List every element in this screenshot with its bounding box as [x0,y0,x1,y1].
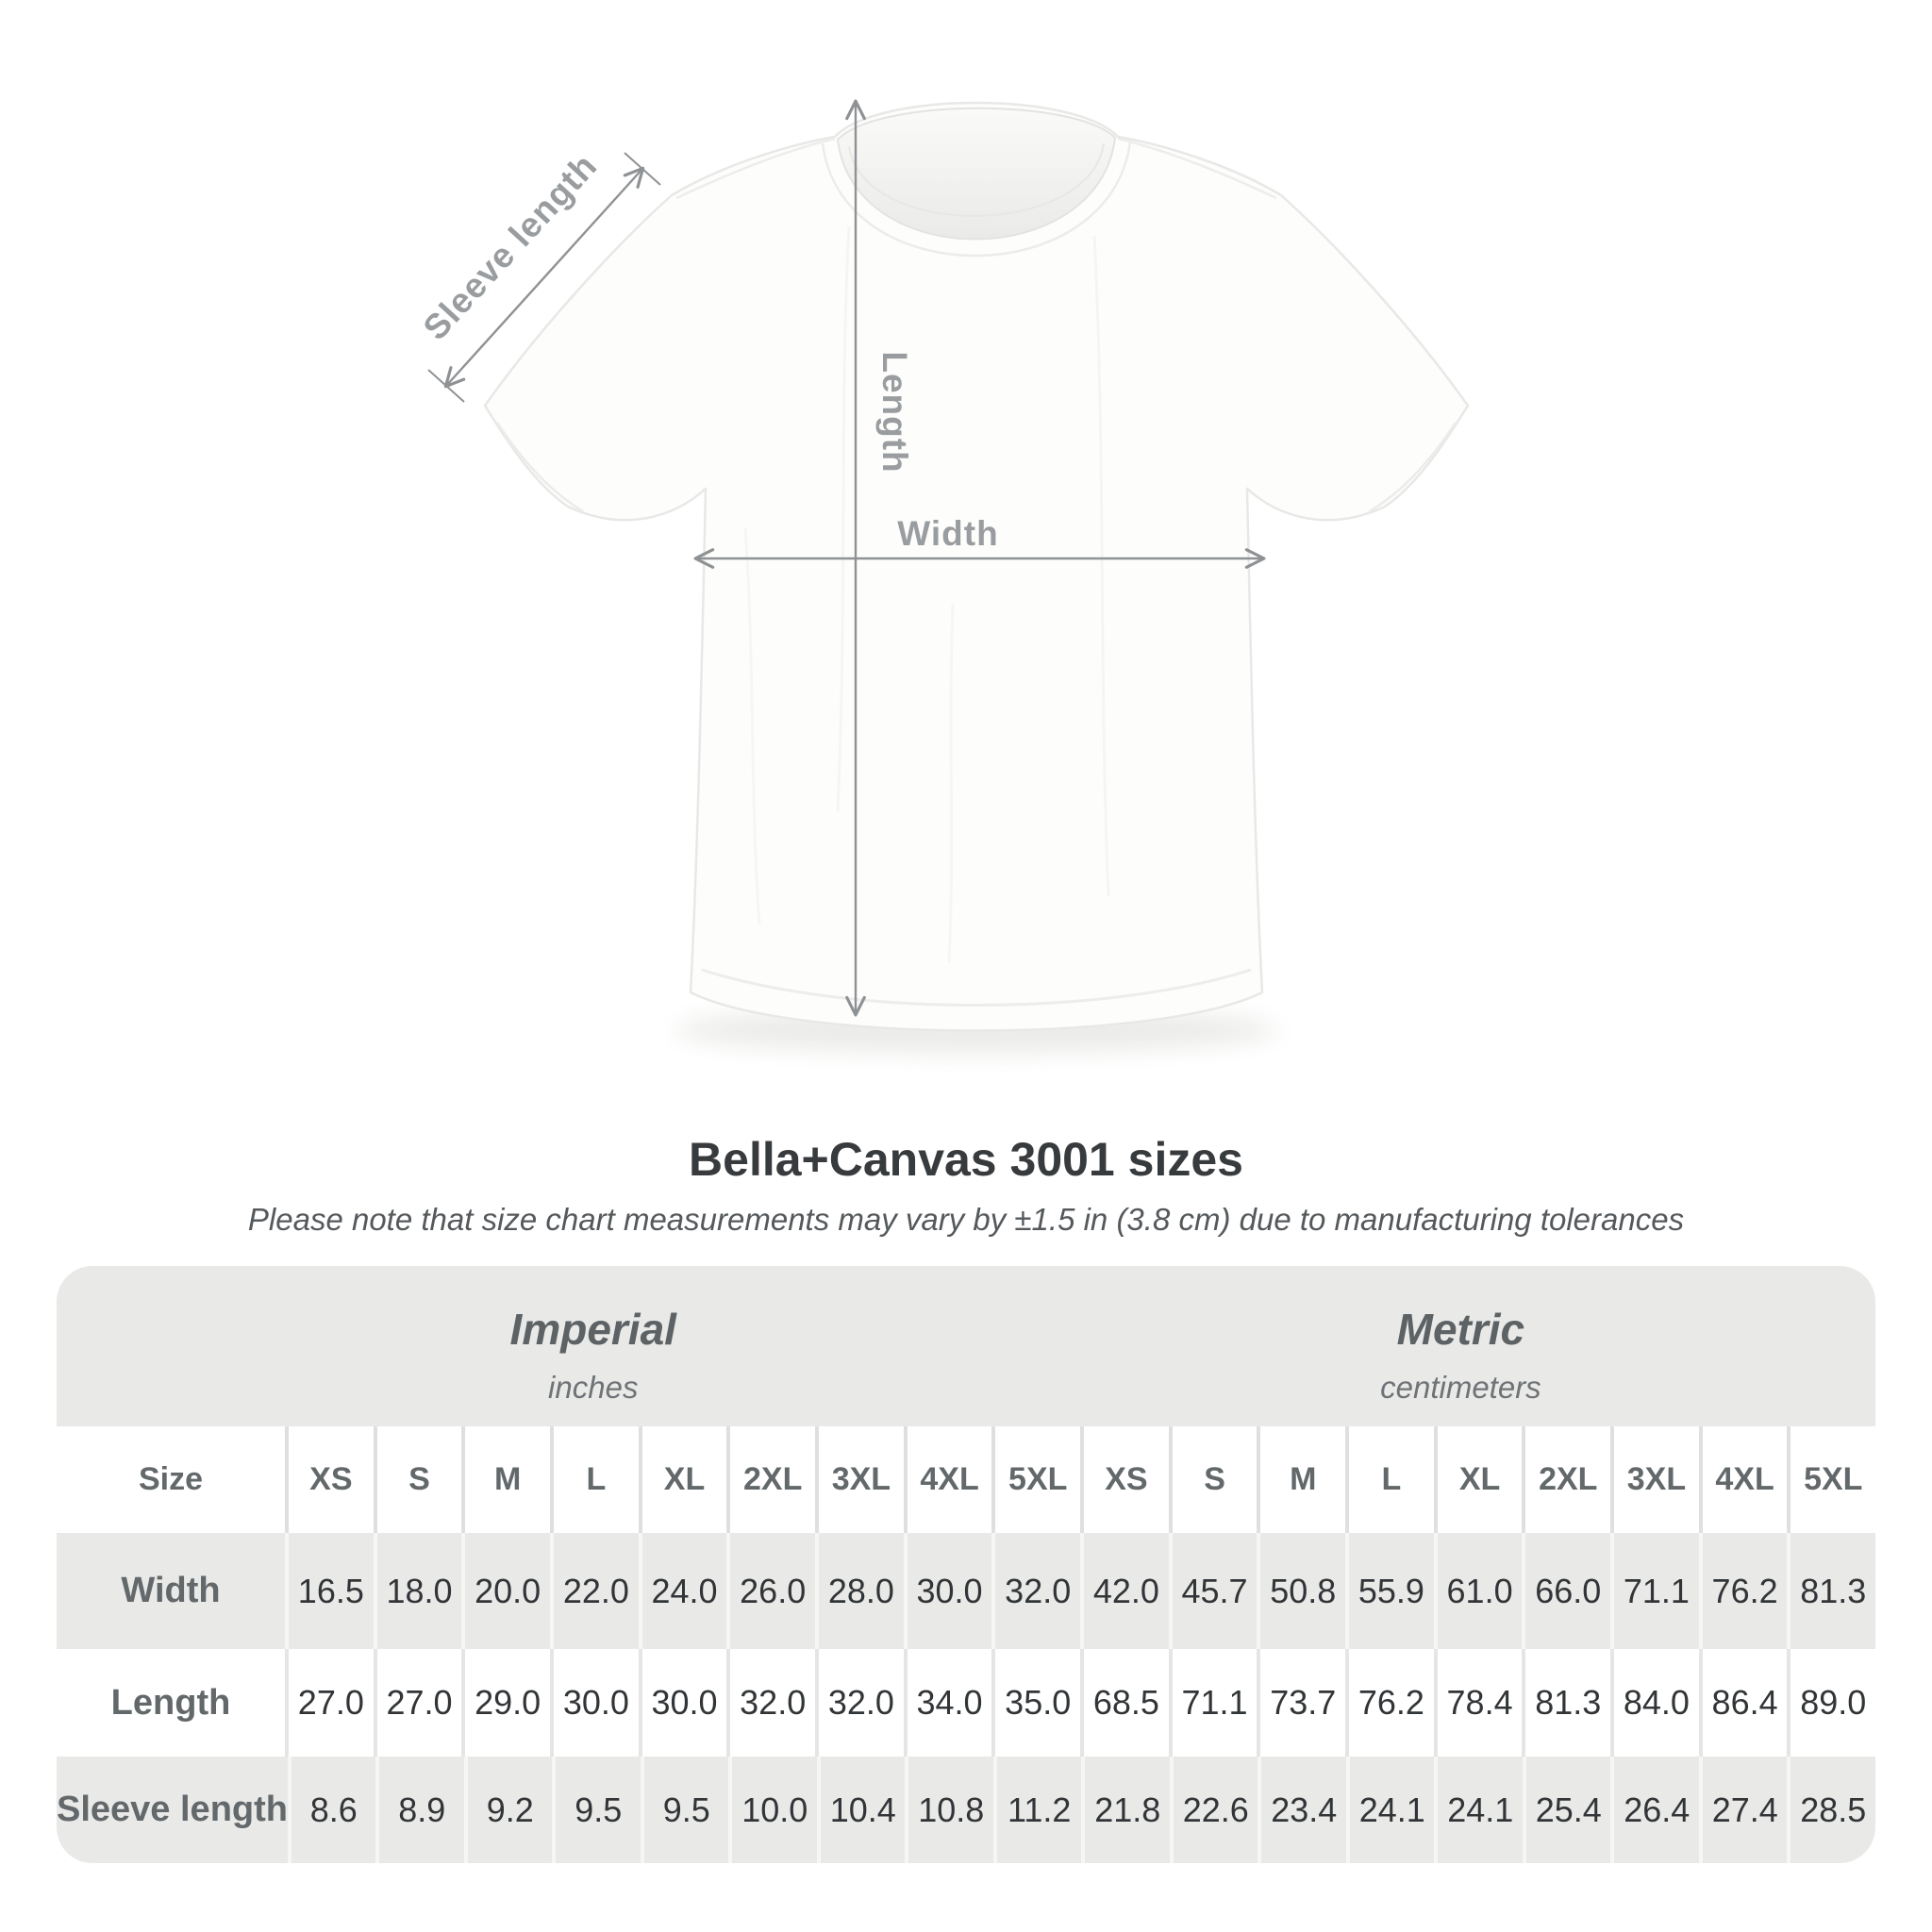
tshirt-illustration [485,103,1468,1031]
value-cell: 8.6 [288,1757,376,1863]
value-cell: 84.0 [1610,1649,1699,1757]
size-header-cell: 5XL [1787,1426,1875,1533]
imperial-header [510,1266,676,1406]
value-cell: 18.0 [374,1533,462,1649]
imperial-title: Imperial [509,1305,676,1354]
sleeve-length-row [57,1757,1875,1863]
value-cell: 86.4 [1699,1649,1788,1757]
size-header-cell: L [550,1426,639,1533]
value-cell: 16.5 [285,1533,374,1649]
value-cell: 55.9 [1345,1533,1434,1649]
value-cell: 76.2 [1699,1533,1788,1649]
size-header-cell: 4XL [1699,1426,1788,1533]
value-cell: 10.4 [817,1757,906,1863]
value-cell: 20.0 [461,1533,550,1649]
row-label: Length [110,1682,231,1723]
size-header-cell: 2XL [726,1426,815,1533]
size-header-cell: 3XL [1610,1426,1699,1533]
page-title: Bella+Canvas 3001 sizes [689,1133,1243,1186]
value-cell: 32.0 [991,1533,1080,1649]
metric-title: Metric [1396,1305,1525,1354]
sleeve-length-label: Sleeve length [415,145,605,348]
size-header-cell: M [461,1426,550,1533]
row-label: Width [121,1571,221,1610]
value-cell: 81.3 [1787,1533,1875,1649]
imperial-unit: inches [548,1370,639,1405]
sleeve-arrow-end-tick [625,153,660,185]
value-cell: 29.0 [461,1649,550,1757]
value-cell: 22.0 [550,1533,639,1649]
tolerance-note: Please note that size chart measurements may vary by ±1.5 in (3.8 cm) due to manufacturing tolerances [247,1202,1685,1237]
value-cell: 26.0 [726,1533,815,1649]
size-header-row [57,1426,1875,1533]
size-header-cell: XS [285,1426,374,1533]
value-cell: 10.0 [728,1757,817,1863]
value-cell: 61.0 [1434,1533,1523,1649]
value-cell: 22.6 [1170,1757,1258,1863]
value-cell: 81.3 [1522,1649,1610,1757]
value-cell: 35.0 [991,1649,1080,1757]
value-cell: 30.0 [904,1533,992,1649]
value-cell: 32.0 [815,1649,904,1757]
value-cell: 71.1 [1169,1649,1257,1757]
size-header-cell: S [1169,1426,1257,1533]
value-cell: 30.0 [639,1649,727,1757]
width-label: Width [897,514,999,553]
size-header-cell: XL [1434,1426,1523,1533]
size-header-cell: 2XL [1522,1426,1610,1533]
value-cell: 78.4 [1434,1649,1523,1757]
value-cell: 8.9 [375,1757,464,1863]
sleeve-arrow-end-tick [428,370,464,402]
value-cell: 76.2 [1345,1649,1434,1757]
size-header-cell: 5XL [991,1426,1080,1533]
value-cell: 9.5 [641,1757,729,1863]
size-header-cell: S [374,1426,462,1533]
size-header-cell: 4XL [904,1426,992,1533]
row-label: Sleeve length [57,1790,288,1829]
metric-header [1380,1266,1541,1406]
value-cell: 27.4 [1699,1757,1788,1863]
value-cell: 24.0 [639,1533,727,1649]
length-row [57,1649,1875,1757]
value-cell: 27.0 [285,1649,374,1757]
value-cell: 89.0 [1787,1649,1875,1757]
value-cell: 28.0 [815,1533,904,1649]
value-cell: 9.2 [464,1757,553,1863]
value-cell: 30.0 [550,1649,639,1757]
length-label: Length [875,351,914,474]
value-cell: 24.1 [1346,1757,1435,1863]
value-cell: 24.1 [1434,1757,1523,1863]
value-cell: 21.8 [1081,1757,1170,1863]
value-cell: 32.0 [726,1649,815,1757]
value-cell: 25.4 [1523,1757,1611,1863]
value-cell: 45.7 [1169,1533,1257,1649]
value-cell: 9.5 [552,1757,641,1863]
value-cell: 27.0 [374,1649,462,1757]
value-cell: 68.5 [1080,1649,1169,1757]
value-cell: 71.1 [1610,1533,1699,1649]
unit-header-band [57,1266,1875,1426]
size-header-cell: L [1345,1426,1434,1533]
value-cell: 23.4 [1257,1757,1346,1863]
metric-unit: centimeters [1380,1370,1541,1405]
value-cell: 34.0 [904,1649,992,1757]
size-header-cell: 3XL [815,1426,904,1533]
value-cell: 11.2 [993,1757,1082,1863]
value-cell: 73.7 [1257,1649,1345,1757]
width-row [57,1533,1875,1649]
size-table [57,1266,1875,1863]
size-header-cell: XS [1080,1426,1169,1533]
value-cell: 50.8 [1257,1533,1345,1649]
value-cell: 42.0 [1080,1533,1169,1649]
value-cell: 66.0 [1522,1533,1610,1649]
value-cell: 28.5 [1787,1757,1875,1863]
value-cell: 26.4 [1610,1757,1699,1863]
size-header-cell: M [1257,1426,1345,1533]
size-column-header: Size [138,1461,204,1497]
value-cell: 10.8 [905,1757,993,1863]
size-header-cell: XL [639,1426,727,1533]
